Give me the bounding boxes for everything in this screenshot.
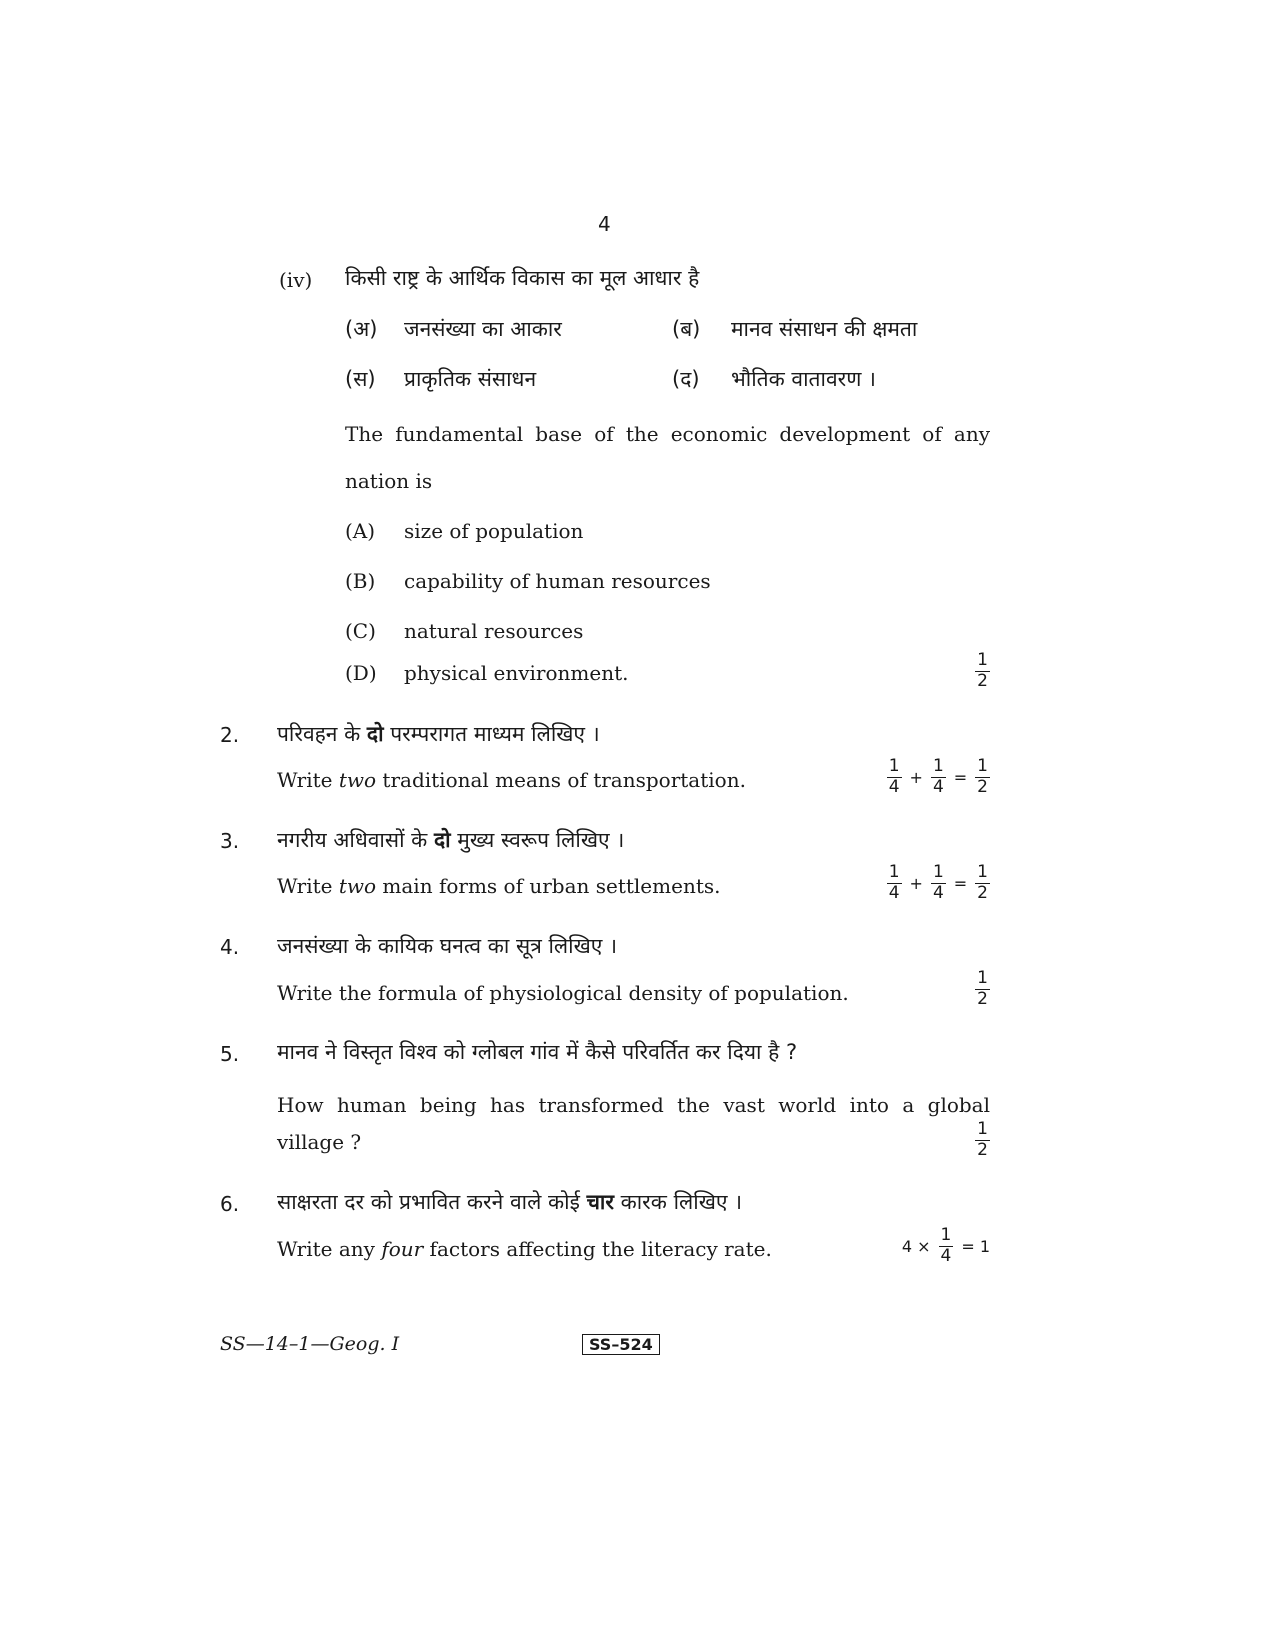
option-label: (C) [345, 619, 376, 643]
question-text-english-cont: village ? [277, 1130, 362, 1154]
option-text: जनसंख्या का आकार [404, 317, 562, 341]
option-label: (ब) [672, 317, 701, 341]
marks: $\frac{1}{4}$ + $\frac{1}{4}$ = $\frac{1}{2}$ [888, 862, 988, 903]
marks: $\frac{1}{4}$ + $\frac{1}{4}$ = $\frac{1}{2}$ [888, 756, 988, 797]
option-label: (द) [672, 367, 700, 391]
paper-code: SS—14–1—Geog. I [220, 1333, 400, 1355]
question-number: 5. [220, 1042, 240, 1066]
option-label: (अ) [345, 317, 378, 341]
question-text-hindi: जनसंख्या के कायिक घनत्व का सूत्र लिखिए । [277, 934, 618, 958]
question-text-english-cont: nation is [345, 469, 433, 493]
option-label: (स) [345, 367, 376, 391]
option-label: (D) [345, 661, 377, 685]
question-number: 3. [220, 829, 240, 853]
option-text: भौतिक वातावरण । [731, 367, 877, 391]
option-label: (B) [345, 569, 376, 593]
question-number: 2. [220, 723, 240, 747]
option-text: capability of human resources [404, 569, 711, 593]
question-number: 6. [220, 1192, 240, 1216]
page-number: 4 [598, 212, 611, 236]
question-text-hindi: परिवहन के दो परम्परागत माध्यम लिखिए । [277, 722, 600, 746]
option-text: physical environment. [404, 661, 629, 685]
question-text-hindi: मानव ने विस्तृत विश्व को ग्लोबल गांव में कैसे परिवर्तित कर दिया है ? [277, 1040, 798, 1064]
series-code-box: SS–524 [582, 1334, 660, 1355]
question-text-english: Write any four factors affecting the literacy rate. [277, 1237, 772, 1261]
marks: $\frac{1}{2}$ [977, 650, 988, 691]
question-text-hindi: नगरीय अधिवासों के दो मुख्य स्वरूप लिखिए । [277, 828, 625, 852]
question-number: 4. [220, 935, 240, 959]
question-text-english: The fundamental base of the economic development of any [345, 422, 990, 446]
marks: $\frac{1}{2}$ [977, 1119, 988, 1160]
option-text: natural resources [404, 619, 584, 643]
marks: $\frac{1}{2}$ [977, 968, 988, 1009]
option-text: मानव संसाधन की क्षमता [731, 317, 918, 341]
question-text-english: How human being has transformed the vast world into a global [277, 1093, 990, 1117]
marks: 4 × $\frac{1}{4}$ = 1 [901, 1225, 990, 1266]
question-text-hindi: साक्षरता दर को प्रभावित करने वाले कोई चार कारक लिखिए । [277, 1190, 743, 1214]
question-text-english: Write the formula of physiological density of population. [277, 981, 849, 1005]
option-text: size of population [404, 519, 584, 543]
option-label: (A) [345, 519, 376, 543]
question-label: (iv) [279, 268, 313, 292]
question-text-english: Write two main forms of urban settlements. [277, 874, 721, 898]
question-text-english: Write two traditional means of transportation. [277, 768, 746, 792]
option-text: प्राकृतिक संसाधन [404, 367, 537, 391]
question-text-hindi: किसी राष्ट्र के आर्थिक विकास का मूल आधार है [345, 266, 700, 290]
